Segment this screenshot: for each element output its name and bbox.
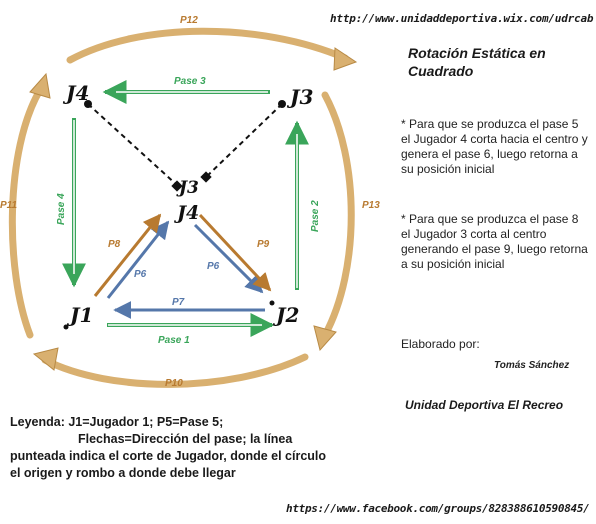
player-j2-label: J2 [276, 303, 300, 327]
note-pass-8: * Para que se produzca el pase 8 el Jugador 3 corta al centro generando el pase 9, luego retorna a su posición inicial [401, 212, 588, 271]
j1-marker [64, 325, 69, 330]
rotation-arrow-p13 [325, 95, 351, 335]
rotation-arrow-p12-head [334, 48, 356, 70]
pass-11-label: P11 [0, 200, 18, 211]
legend-line-2: Flechas=Dirección del pase; la línea punteada indica el corte de Jugador, donde el círculo el origen y rombo a donde debe llegar [10, 432, 327, 480]
pass-9-label: P9 [257, 239, 270, 250]
pass-6a-arrow [108, 222, 168, 298]
pass-1-label: Pase 1 [158, 335, 190, 346]
cut-j3-origin [278, 100, 286, 108]
rotation-arrow-p11-head [30, 74, 50, 98]
rotation-arrow-p11 [12, 90, 40, 335]
pass-4-label: Pase 4 [56, 193, 67, 225]
note-pass-5: * Para que se produzca el pase 5 el Jugador 4 corta hacia el centro y genera el pase 6, luego retorna a su posición inicial [401, 117, 588, 176]
legend-line-1: Leyenda: J1=Jugador 1; P5=Pase 5; [10, 415, 224, 429]
header-url[interactable]: http://www.unidaddeportiva.wix.com/udrcab [330, 12, 594, 25]
player-j3-center-label: J3 [179, 178, 199, 198]
pass-3-label: Pase 3 [174, 76, 206, 87]
pass-10-label: P10 [165, 378, 183, 389]
pass-8-arrow [95, 215, 160, 296]
pass-6b-arrow [195, 225, 262, 292]
j2-marker [270, 301, 275, 306]
player-j1-label: J1 [70, 303, 94, 327]
footer-url[interactable]: https://www.facebook.com/groups/828388610590845/ [286, 502, 590, 515]
player-j4-label: J4 [66, 81, 90, 105]
pass-6a-label: P6 [134, 269, 147, 280]
rotation-arrow-p10-head [34, 348, 58, 370]
player-j3-label: J3 [290, 85, 314, 109]
cut-j3-line [205, 104, 282, 178]
made-by-label: Elaborado por: [401, 337, 480, 351]
pass-6b-label: P6 [207, 261, 220, 272]
pass-8-label: P8 [108, 239, 121, 250]
cut-j4-line [88, 104, 178, 186]
unit-name: Unidad Deportiva El Recreo [405, 398, 564, 412]
pass-7-label: P7 [172, 297, 185, 308]
rotation-arrow-p12 [70, 31, 345, 60]
author-name: Tomás Sánchez [494, 360, 570, 371]
pass-2-label: Pase 2 [310, 200, 321, 232]
pass-12-label: P12 [180, 15, 198, 26]
pass-13-label: P13 [362, 200, 380, 211]
pass-9-arrow [200, 215, 270, 290]
player-j4-center-label: J4 [177, 202, 200, 224]
rotation-arrow-p13-head [314, 326, 336, 350]
diagram-title: Rotación Estática en Cuadrado [408, 45, 546, 79]
